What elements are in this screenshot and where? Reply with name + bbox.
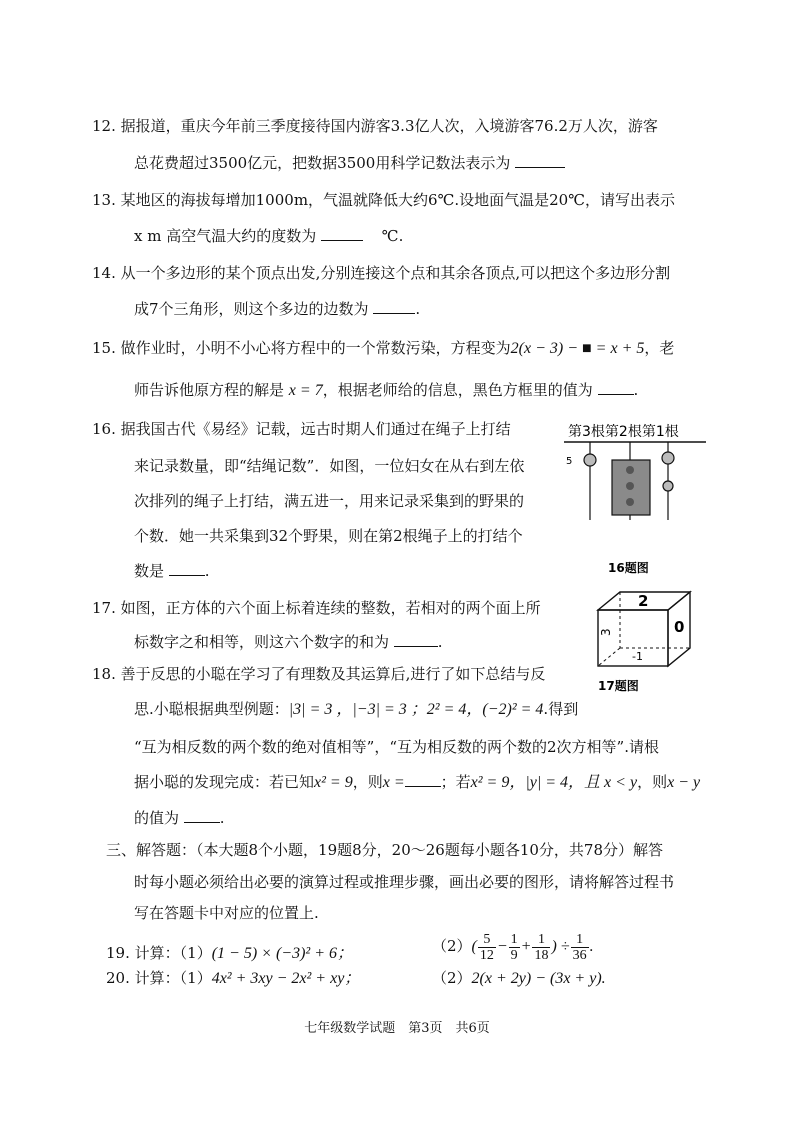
cube-face-top-number: 2	[638, 592, 649, 610]
q18-answer-2-label: x − y	[667, 774, 701, 791]
q18-number: 18.	[92, 665, 116, 683]
q13-text-1: 某地区的海拔每增加1000m，气温就降低大约6℃.设地面气温是20℃，请写出表示	[120, 191, 675, 209]
q19-label: 计算：	[134, 944, 180, 962]
fraction: $\frac{1}{18}$	[534, 931, 549, 963]
q16-line5: 数是 .	[134, 562, 210, 580]
q17-text-2: 标数字之和相等，则这六个数字的和为	[134, 633, 390, 651]
q19-part2-label: （2）	[432, 937, 472, 955]
q16-answer-blank	[169, 561, 205, 576]
q16-text-5: 数是	[134, 562, 165, 580]
q19-number: 19.	[106, 944, 130, 962]
q18-line1	[92, 664, 545, 684]
q14-line2: 成7个三角形，则这个多边的边数为 .	[134, 300, 421, 318]
q19-part1-label: （1）	[179, 944, 212, 962]
cube-hidden-edge	[598, 648, 620, 666]
cube-face-left-number: 3	[599, 628, 613, 636]
fig16-caption: 16题图	[608, 561, 649, 575]
q15-line2: 师告诉他原方程的解是 x = 7，根据老师给的信息，黑色方框里的值为 .	[134, 381, 639, 399]
q17-line2: 标数字之和相等，则这六个数字的和为 .	[134, 633, 443, 651]
q16-line2: 来记录数量，即“结绳记数”．如图，一位妇女在从右到左依	[134, 457, 525, 475]
rope-1-knot	[663, 481, 673, 491]
q17-line1	[92, 598, 541, 618]
q20-part1-expr: 4x² + 3xy − 2x² + xy；	[211, 970, 361, 987]
q15-number: 15.	[92, 339, 116, 357]
q14-text-1: 从一个多边形的某个顶点出发,分别连接这个点和其余各顶点,可以把这个多边形分割	[120, 264, 671, 282]
page-footer: 七年级数学试题 第3页 共6页	[304, 1021, 490, 1036]
rope-3-knot	[584, 454, 596, 466]
q20-part2-expr: 2(x + 2y) − (3x + y).	[471, 970, 606, 987]
q15-answer-blank	[598, 380, 634, 395]
q15-text-2a: 师告诉他原方程的解是	[134, 381, 285, 399]
knot-rope-figure	[560, 420, 710, 590]
cube-face-right-number: 0	[674, 618, 685, 636]
q18-line2	[134, 699, 578, 720]
fraction: $\frac{1}{9}$	[510, 931, 518, 963]
q18-condition-1: x² = 9	[314, 774, 353, 791]
q15-text-2b: ，根据老师给的信息，黑色方框里的值为	[322, 381, 593, 399]
q17-text-1: 如图，正方体的六个面上标着连续的整数，若相对的两个面上所	[120, 599, 541, 617]
q14-line1	[92, 263, 670, 283]
q14-number: 14.	[92, 264, 116, 282]
q18-text-5: 的值为	[134, 809, 180, 827]
q16-number: 16.	[92, 420, 116, 438]
q20-part1-label: （1）	[179, 969, 212, 987]
q20-line	[106, 968, 360, 989]
rope-2-knot	[626, 466, 634, 474]
q15-solution: x = 7	[288, 382, 323, 399]
q20-part2	[432, 968, 606, 989]
q13-number: 13.	[92, 191, 116, 209]
q18-text-4a: 据小聪的发现完成：若已知	[134, 773, 315, 791]
q12-text-2: 总花费超过3500亿元，把数据3500用科学记数法表示为	[134, 154, 511, 172]
q15-equation: 2(x − 3) − ■ = x + 5	[510, 340, 645, 357]
rope-header-label: 第3根第2根第1根	[568, 424, 679, 440]
q18-text-2a: 思.小聪根据典型例题：	[134, 700, 289, 718]
q19-line	[106, 938, 353, 969]
q18-text-1: 善于反思的小聪在学习了有理数及其运算后,进行了如下总结与反	[120, 665, 546, 683]
q16-line4: 个数．她一共采集到32个野果，则在第2根绳子上的打结个	[134, 527, 523, 545]
section3-line3: 写在答题卡中对应的位置上.	[134, 904, 319, 922]
q18-text-4b: ，则	[352, 773, 383, 791]
q14-answer-blank	[373, 299, 415, 314]
q20-label: 计算：	[134, 969, 180, 987]
q12-line2	[134, 153, 565, 173]
cube-face-bottom-number: -1	[632, 650, 643, 663]
q18-answer-1-label: x =	[382, 774, 405, 791]
q18-answer-blank-1	[405, 772, 441, 787]
q14-text-2: 成7个三角形，则这个多边的边数为	[134, 300, 369, 318]
q18-condition-2: x² = 9，|y| = 4，且 x < y	[470, 774, 638, 791]
q15-text-1b: ，老	[644, 339, 675, 357]
q18-line3: “互为相反数的两个数的绝对值相等”，“互为相反数的两个数的2次方相等”.请根	[134, 738, 659, 756]
q20-number: 20.	[106, 969, 130, 987]
q13-text-2a: x m 高空气温大约的度数为	[134, 227, 317, 245]
fraction: $\frac{1}{36}$	[572, 931, 587, 963]
q13-line1	[92, 190, 675, 210]
section3-line2: 时每小题必须给出必要的演算过程或推理步骤，画出必要的图形，请将解答过程书	[134, 873, 675, 891]
q18-answer-blank-2	[184, 808, 220, 823]
rope-1-knot	[662, 452, 674, 464]
fraction: $\frac{5}{12}$	[479, 931, 494, 963]
q16-line1	[92, 419, 511, 439]
q12-line1	[92, 116, 658, 136]
q20-part2-label: （2）	[432, 969, 472, 987]
q18-examples: |3| = 3 ，|−3| = 3 ；2² = 4，(−2)² = 4	[288, 701, 544, 718]
q12-answer-blank	[515, 153, 565, 168]
q13-line2	[134, 226, 403, 246]
knot-value-label: 5	[566, 456, 573, 467]
q13-answer-blank	[321, 226, 363, 241]
q18-text-4d: ，则	[637, 773, 668, 791]
q18-text-2b: .得到	[543, 700, 579, 718]
rope-2-knot	[626, 482, 634, 490]
section3-line1: 三、解答题：（本大题8个小题，19题8分，20～26题每小题各10分，共78分）解答	[106, 841, 664, 859]
q18-line4	[134, 772, 700, 793]
q18-text-4c: ；若	[440, 773, 471, 791]
q16-line3: 次排列的绳子上打结，满五进一，用来记录采集到的野果的	[134, 492, 525, 510]
q12-number: 12.	[92, 117, 116, 135]
q13-text-2b: ℃.	[381, 227, 404, 245]
q19-part2: （2）( $\frac{5}{12}$ − $\frac{1}{9}$ + $\frac{1}{18}$ ) ÷ $\frac{1}{36}$ .	[432, 931, 594, 963]
q12-text-1: 据报道，重庆今年前三季度接待国内游客3.3亿人次，入境游客76.2万人次，游客	[120, 117, 658, 135]
q15-line1	[92, 338, 674, 359]
q17-answer-blank	[394, 632, 438, 647]
q15-text-1a: 做作业时，小明不小心将方程中的一个常数污染，方程变为	[120, 339, 511, 357]
cube-figure	[590, 588, 700, 698]
fig17-caption: 17题图	[598, 679, 639, 693]
q17-number: 17.	[92, 599, 116, 617]
q16-text-1: 据我国古代《易经》记载，远古时期人们通过在绳子上打结	[120, 420, 511, 438]
q18-line5: 的值为 .	[134, 809, 225, 827]
q19-part1-expr: (1 − 5) × (−3)² + 6；	[211, 945, 354, 962]
rope-2-knot	[626, 498, 634, 506]
